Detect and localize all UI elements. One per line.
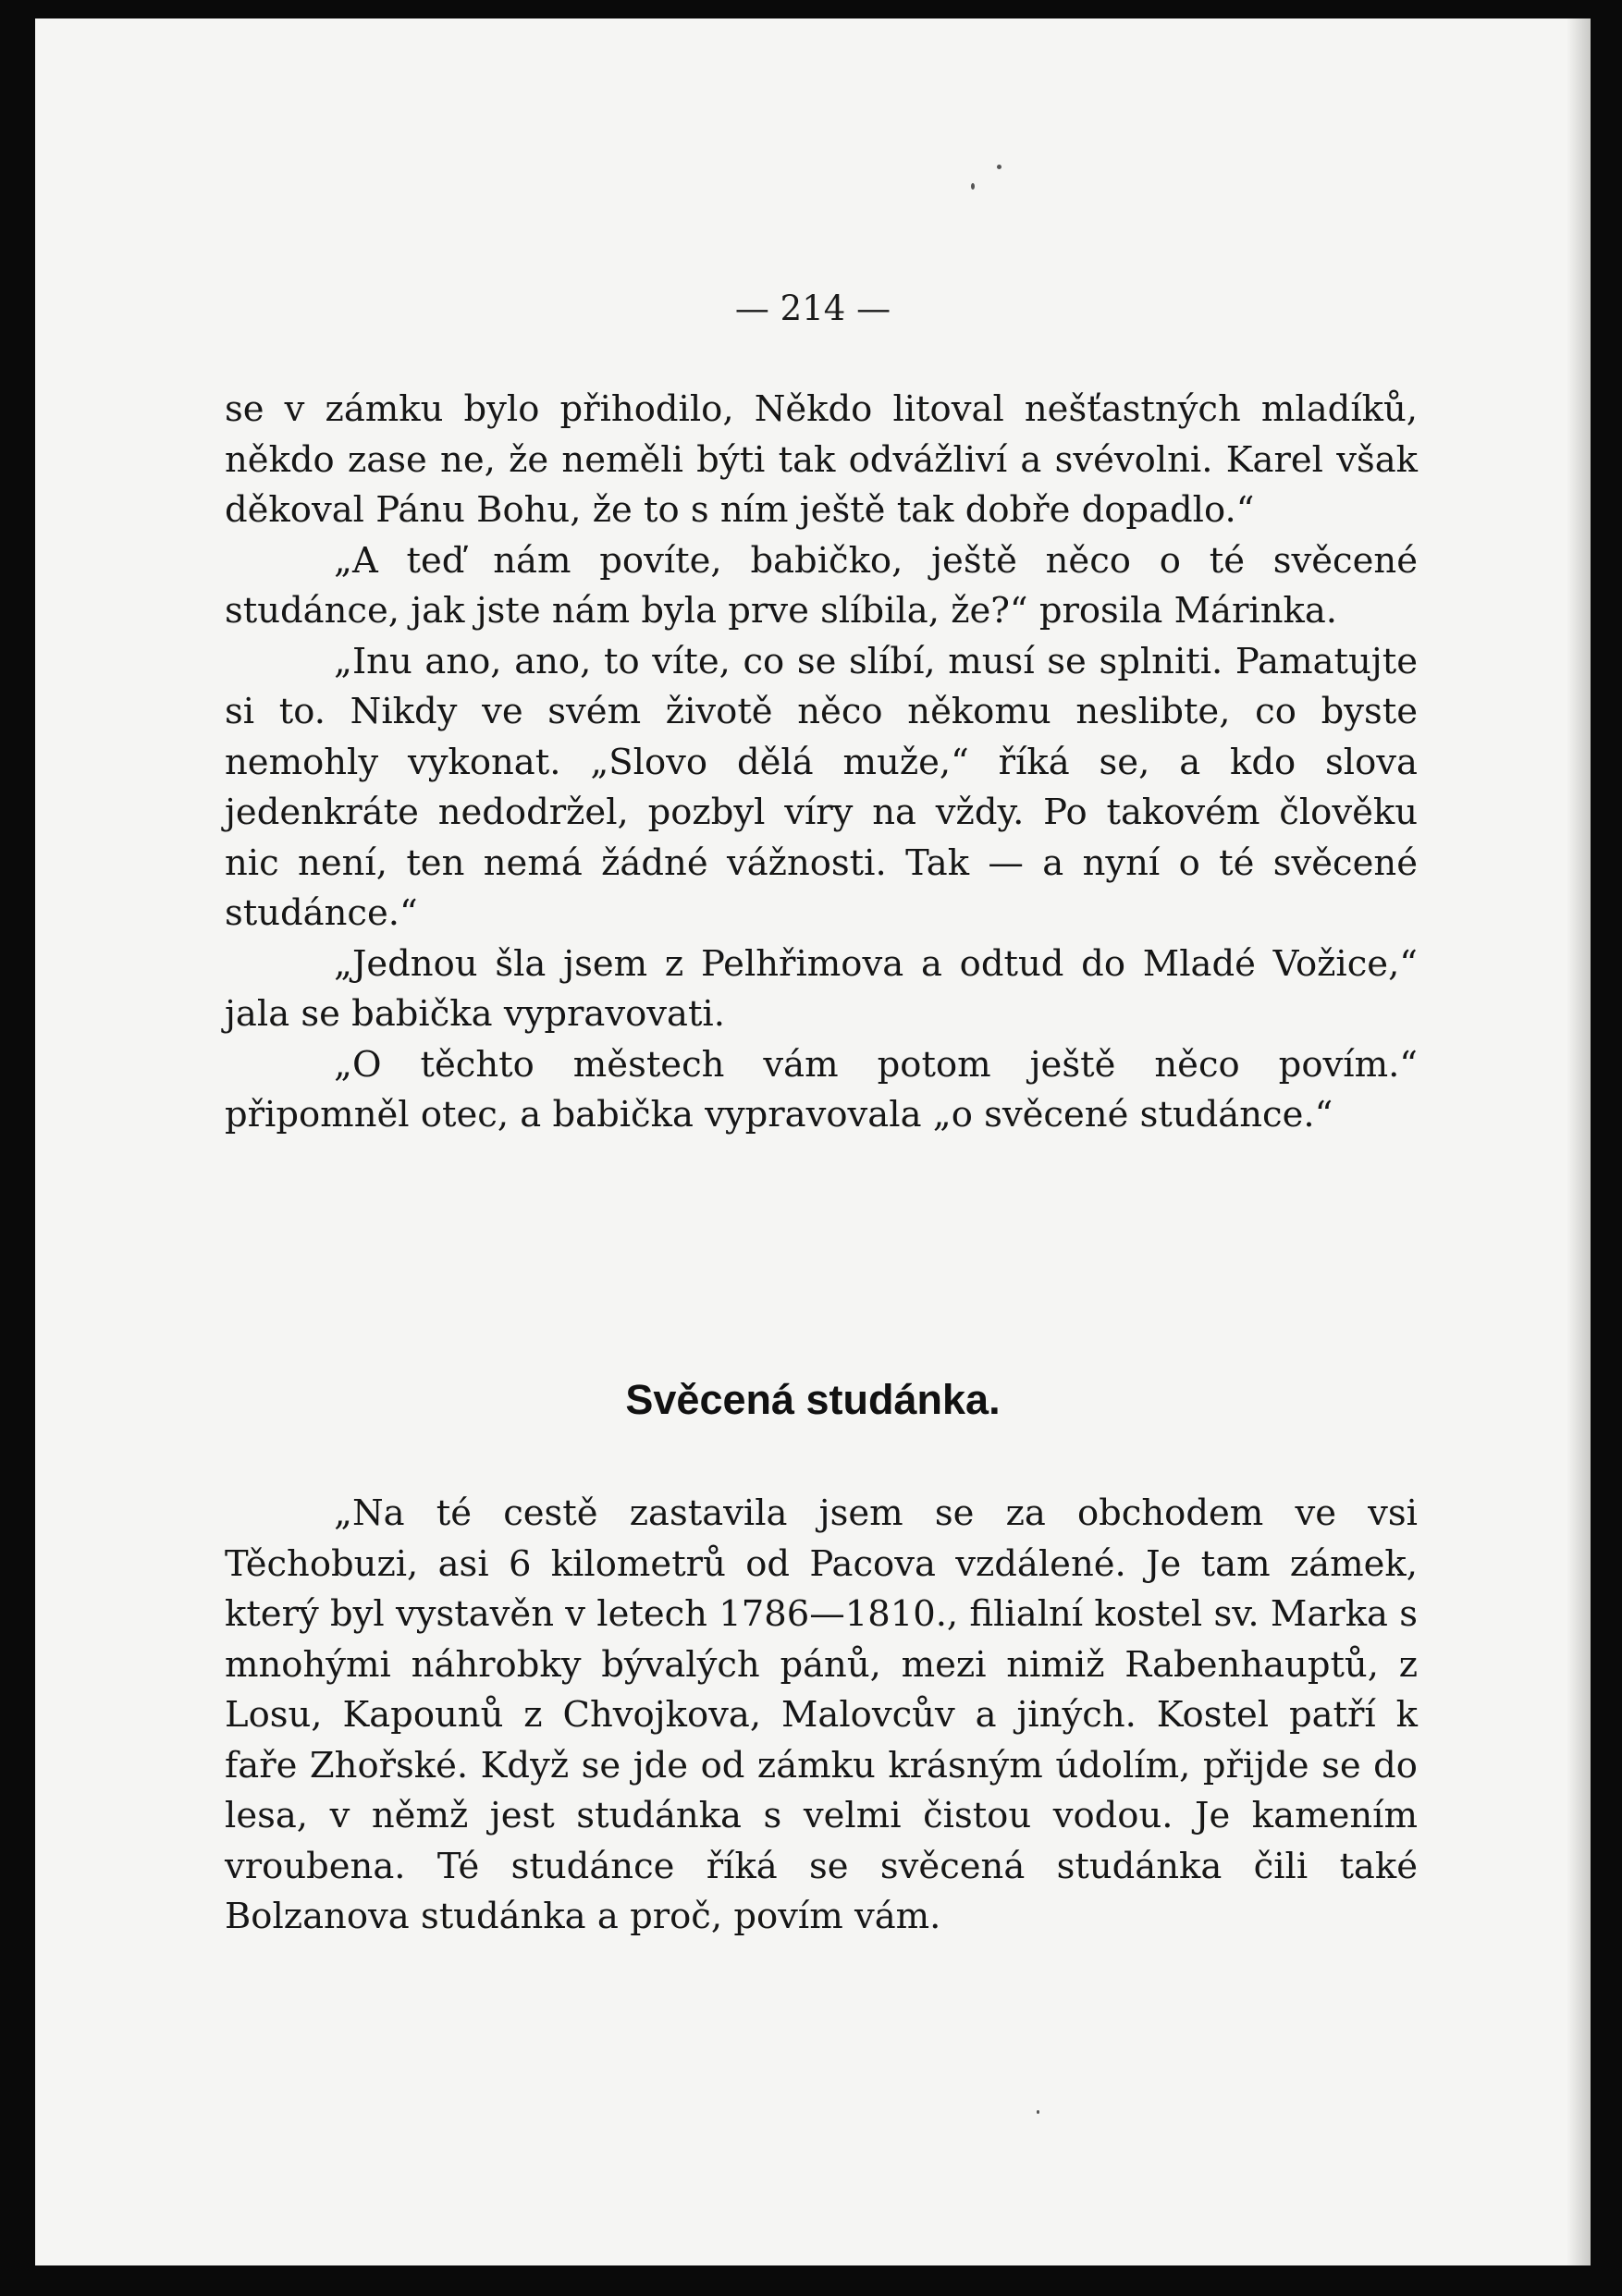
paragraph: „Inu ano, ano, to víte, co se slíbí, musí se splniti. Pamatujte si to. Nikdy ve svém životě něco někomu neslibte, co byste nemohly vykonat. „Slovo dělá muže,“ říká se, a kdo slova jedenkráte nedodržel, pozbyl víry na vždy. Po takovém člověku nic není, ten nemá žádné vážnosti. Tak — a nyní o té svěcené studánce.“ — [225, 640, 1418, 934]
text-block-after-heading — [225, 1489, 1418, 1943]
text-block-before-heading — [225, 385, 1418, 1141]
section-heading: Svěcená studánka. — [625, 1376, 1001, 1423]
scan-speck — [1037, 2110, 1039, 2114]
book-page — [35, 18, 1591, 2265]
scan-speck — [997, 165, 1001, 169]
paragraph: se v zámku bylo přihodilo, Někdo litoval nešťastných mladíků, někdo zase ne, že neměli býti tak odvážliví a svévolni. Karel však děkoval Pánu Bohu, že to s ním ještě tak dobře dopadlo.“ — [225, 388, 1418, 531]
paragraph: „O těchto městech vám potom ještě něco povím.“ připomněl otec, a babička vypravovala „o svěcené studánce.“ — [225, 1043, 1418, 1136]
paragraph: „Jednou šla jsem z Pelhřimova a odtud do Mladé Vožice,“ jala se babička vypravovati. — [225, 942, 1418, 1035]
page-edge-shadow — [1567, 18, 1591, 2265]
page-number: — 214 — — [734, 289, 891, 328]
paragraph: „Na té cestě zastavila jsem se za obchodem ve vsi Těchobuzi, asi 6 kilometrů od Pacova vzdálené. Je tam zámek, který byl vystavěn v letech 1786—1810., filialní kostel sv. Marka s mnohými náhrobky bývalých pánů, mezi nimiž Rabenhauptů, z Losu, Kapounů z Chvojkova, Malovcův a jiných. Kostel patří k faře Zhořské. Když se jde od zámku krásným údolím, přijde se do lesa, v němž jest studánka s velmi čistou vodou. Je kamením vroubena. Té studánce říká se svěcená studánka čili také Bolzanova studánka a proč, povím vám. — [225, 1492, 1418, 1937]
paragraph: „A teď nám povíte, babičko, ještě něco o té svěcené studánce, jak jste nám byla prve slíbila, že?“ prosila Márinka. — [225, 539, 1418, 632]
scan-speck — [971, 183, 975, 190]
